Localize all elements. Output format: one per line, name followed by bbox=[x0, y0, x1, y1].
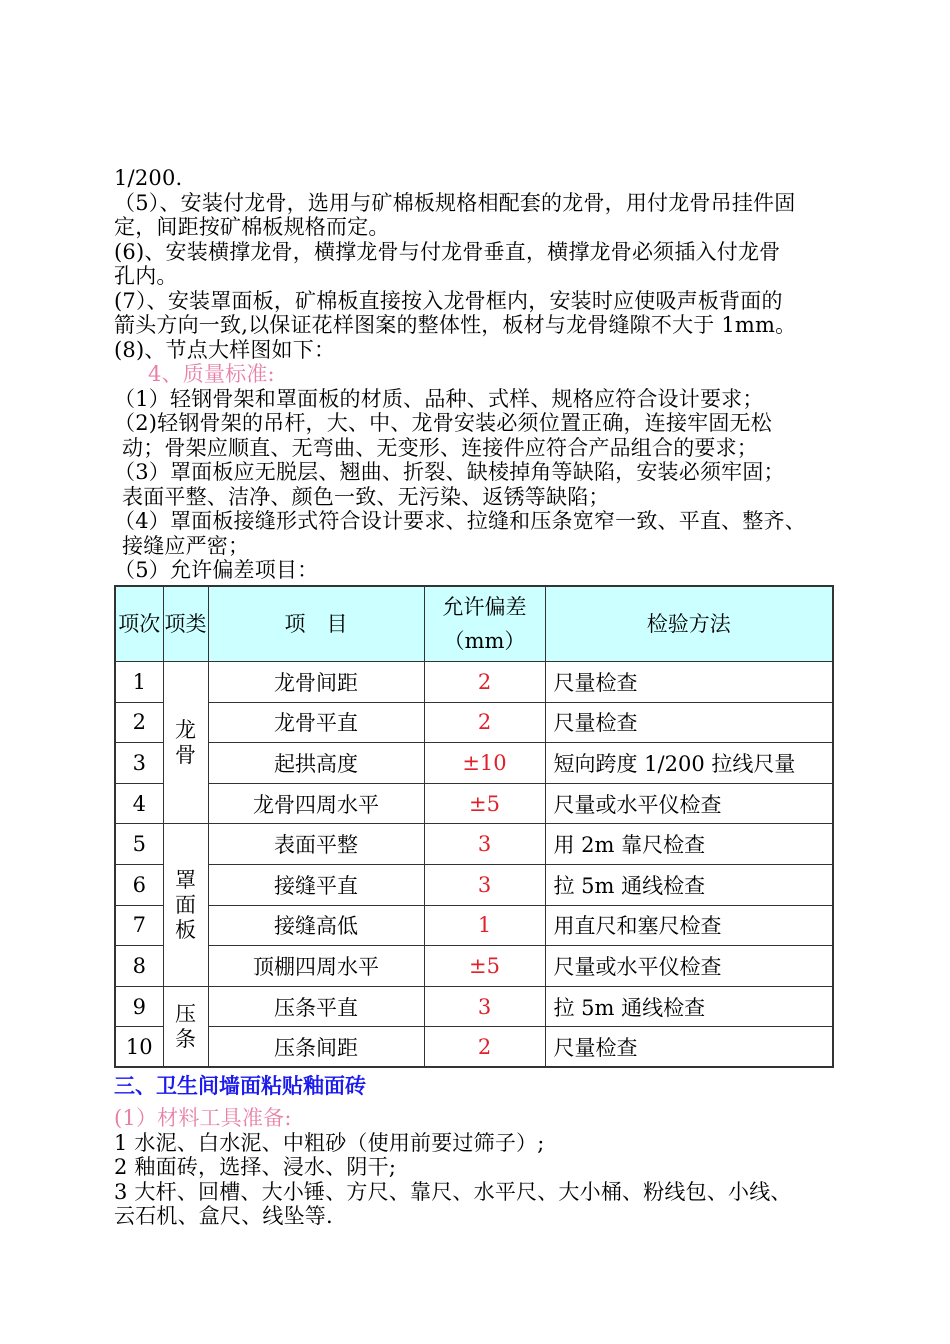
text-line: 孔内。 bbox=[114, 264, 178, 288]
row-method: 尺量或水平仪检查 bbox=[545, 946, 833, 987]
header-cat: 项类 bbox=[163, 586, 208, 662]
row-idx: 6 bbox=[115, 864, 163, 905]
list-item: 1 水泥、白水泥、中粗砂（使用前要过筛子）; bbox=[114, 1130, 545, 1155]
category-keel: 龙骨 bbox=[163, 662, 208, 824]
row-method: 拉 5m 通线检查 bbox=[545, 864, 833, 905]
row-idx: 2 bbox=[115, 702, 163, 743]
category-panel: 罩面板 bbox=[163, 824, 208, 986]
table-header-row bbox=[115, 586, 833, 662]
materials-list bbox=[114, 1131, 904, 1229]
intro-paragraphs bbox=[114, 166, 904, 362]
text-line: （5）、安装付龙骨，选用与矿棉板规格相配套的龙骨，用付龙骨吊挂件固 bbox=[114, 190, 796, 215]
header-method: 检验方法 bbox=[545, 586, 833, 662]
row-tolerance: 2 bbox=[424, 662, 545, 703]
row-tolerance: 2 bbox=[424, 1027, 545, 1068]
row-method: 尺量检查 bbox=[545, 702, 833, 743]
row-tolerance: 3 bbox=[424, 864, 545, 905]
row-idx: 10 bbox=[115, 1027, 163, 1068]
quality-paragraphs bbox=[114, 387, 904, 583]
category-strip: 压条 bbox=[163, 986, 208, 1067]
row-idx: 8 bbox=[115, 946, 163, 987]
text-line: 1/200. bbox=[114, 166, 183, 190]
row-item: 压条间距 bbox=[208, 1027, 424, 1068]
row-idx: 1 bbox=[115, 662, 163, 703]
row-item: 起拱高度 bbox=[208, 743, 424, 784]
table-row bbox=[115, 864, 833, 905]
text-line: （5）允许偏差项目： bbox=[114, 558, 319, 582]
table-row bbox=[115, 946, 833, 987]
row-idx: 3 bbox=[115, 743, 163, 784]
text-line: (6)、安装横撑龙骨，横撑龙骨与付龙骨垂直，横撑龙骨必须插入付龙骨 bbox=[114, 239, 781, 264]
table-row bbox=[115, 702, 833, 743]
text-line: (8)、节点大样图如下： bbox=[114, 337, 336, 362]
row-idx: 7 bbox=[115, 905, 163, 946]
text-line: 定，间距按矿棉板规格而定。 bbox=[114, 215, 390, 239]
list-item: 3 大杆、回槽、大小锤、方尺、靠尺、水平尺、大小桶、粉线包、小线、 bbox=[114, 1179, 792, 1204]
materials-heading: (1）材料工具准备: bbox=[114, 1106, 292, 1131]
row-item: 接缝平直 bbox=[208, 864, 424, 905]
row-method: 尺量检查 bbox=[545, 1027, 833, 1068]
table-row bbox=[115, 986, 833, 1027]
text-line: 箭头方向一致,以保证花样图案的整体性，板材与龙骨缝隙不大于 1mm。 bbox=[114, 313, 797, 337]
row-tolerance: 3 bbox=[424, 824, 545, 865]
text-line: （4）罩面板接缝形式符合设计要求、拉缝和压条宽窄一致、平直、整齐、 bbox=[114, 509, 806, 533]
text-line: 动；骨架应顺直、无弯曲、无变形、连接件应符合产品组合的要求； bbox=[122, 435, 758, 460]
row-item: 龙骨平直 bbox=[208, 702, 424, 743]
row-method: 用直尺和塞尺检查 bbox=[545, 905, 833, 946]
table-row bbox=[115, 1027, 833, 1068]
table-row bbox=[115, 905, 833, 946]
quality-heading: 4、质量标准: bbox=[148, 362, 275, 386]
text-line: （1）轻钢骨架和罩面板的材质、品种、式样、规格应符合设计要求； bbox=[114, 386, 764, 411]
row-item: 龙骨间距 bbox=[208, 662, 424, 703]
text-line: 表面平整、洁净、颜色一致、无污染、返锈等缺陷； bbox=[122, 484, 610, 509]
text-line: 接缝应严密； bbox=[122, 533, 250, 558]
row-item: 表面平整 bbox=[208, 824, 424, 865]
row-tolerance: 1 bbox=[424, 905, 545, 946]
header-tolerance: 允许偏差（mm） bbox=[424, 586, 545, 662]
row-method: 尺量检查 bbox=[545, 662, 833, 703]
table-row bbox=[115, 824, 833, 865]
tolerance-table bbox=[114, 585, 834, 1069]
row-idx: 5 bbox=[115, 824, 163, 865]
row-item: 压条平直 bbox=[208, 986, 424, 1027]
header-item: 项 目 bbox=[208, 586, 424, 662]
row-method: 用 2m 靠尺检查 bbox=[545, 824, 833, 865]
text-line: （2)轻钢骨架的吊杆，大、中、龙骨安装必须位置正确，连接牢固无松 bbox=[114, 411, 772, 435]
row-idx: 9 bbox=[115, 986, 163, 1027]
text-line: (7）、安装罩面板，矿棉板直接按入龙骨框内，安装时应使吸声板背面的 bbox=[114, 288, 783, 313]
row-method: 短向跨度 1/200 拉线尺量 bbox=[545, 743, 833, 784]
list-item: 2 釉面砖，选择、浸水、阴干; bbox=[114, 1155, 397, 1180]
row-tolerance: 2 bbox=[424, 702, 545, 743]
section3-heading: 三、卫生间墙面粘贴釉面砖 bbox=[114, 1073, 366, 1099]
row-item: 龙骨四周水平 bbox=[208, 783, 424, 824]
row-item: 接缝高低 bbox=[208, 905, 424, 946]
table-row bbox=[115, 743, 833, 784]
list-item: 云石机、盒尺、线坠等. bbox=[114, 1204, 333, 1229]
row-tolerance: ±10 bbox=[424, 743, 545, 784]
row-tolerance: ±5 bbox=[424, 946, 545, 987]
row-tolerance: 3 bbox=[424, 986, 545, 1027]
text-line: （3）罩面板应无脱层、翘曲、折裂、缺棱掉角等缺陷，安装必须牢固； bbox=[114, 460, 785, 484]
table-row bbox=[115, 662, 833, 703]
document-page bbox=[114, 166, 904, 1229]
row-method: 尺量或水平仪检查 bbox=[545, 783, 833, 824]
row-idx: 4 bbox=[115, 783, 163, 824]
row-item: 顶棚四周水平 bbox=[208, 946, 424, 987]
row-tolerance: ±5 bbox=[424, 783, 545, 824]
row-method: 拉 5m 通线检查 bbox=[545, 986, 833, 1027]
table-row bbox=[115, 783, 833, 824]
header-idx: 项次 bbox=[115, 586, 163, 662]
